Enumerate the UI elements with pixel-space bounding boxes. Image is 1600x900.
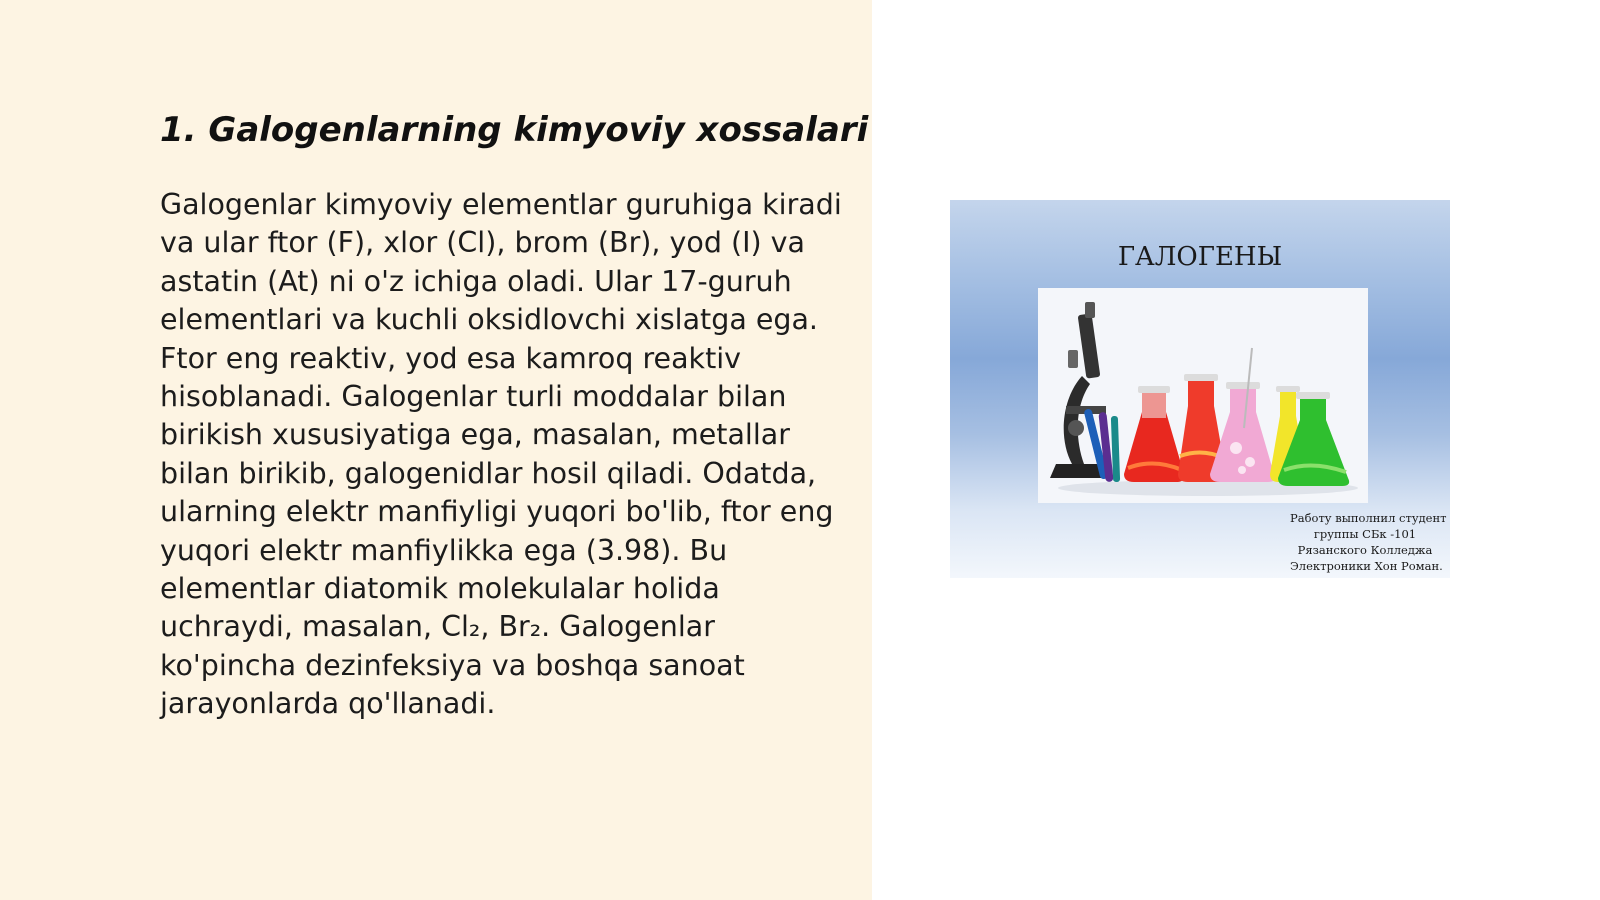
picture-caption — [1290, 510, 1447, 574]
picture-title: ГАЛОГЕНЫ — [1117, 242, 1283, 272]
caption-line: Рязанского Колледжа — [1297, 543, 1433, 557]
pink-flask-icon — [1210, 348, 1275, 482]
halogens-picture — [950, 200, 1450, 578]
slide-title: 1. Galogenlarning kimyoviy xossalari — [160, 110, 869, 150]
lab-glassware-illustration — [1038, 288, 1368, 503]
caption-line: группы СБк -101 — [1313, 527, 1417, 541]
slide-body: Galogenlar kimyoviy elementlar guruhiga kiradi va ular ftor (F), xlor (Cl), brom (Br), yod (I) va astatin (At) ni o'z ichiga oladi. Ular 17-guruh elementlari va kuchli oksidlovchi xislatga ega. Ftor eng reaktiv, yod esa kamroq reaktiv hisoblanadi. Galogenlar turli moddalar bilan birikish xususiyatiga ega, masalan, metallar bilan birikib, galogenidlar hosil qiladi. Odatda, ularning elektr manfiyligi yuqori bo'lib, ftor eng yuqori elektr manfiylikka ega (3.98). Bu elementlar diatomik molekulalar holida uchraydi, masalan, Cl₂, Br₂. Galogenlar ko'pincha dezinfeksiya va boshqa sanoat jarayonlarda qo'llanadi. — [160, 188, 842, 721]
caption-line: Работу выполнил студент — [1290, 511, 1447, 525]
red-flask-icon — [1124, 386, 1184, 482]
caption-line: Электроники Хон Роман. — [1290, 559, 1443, 573]
